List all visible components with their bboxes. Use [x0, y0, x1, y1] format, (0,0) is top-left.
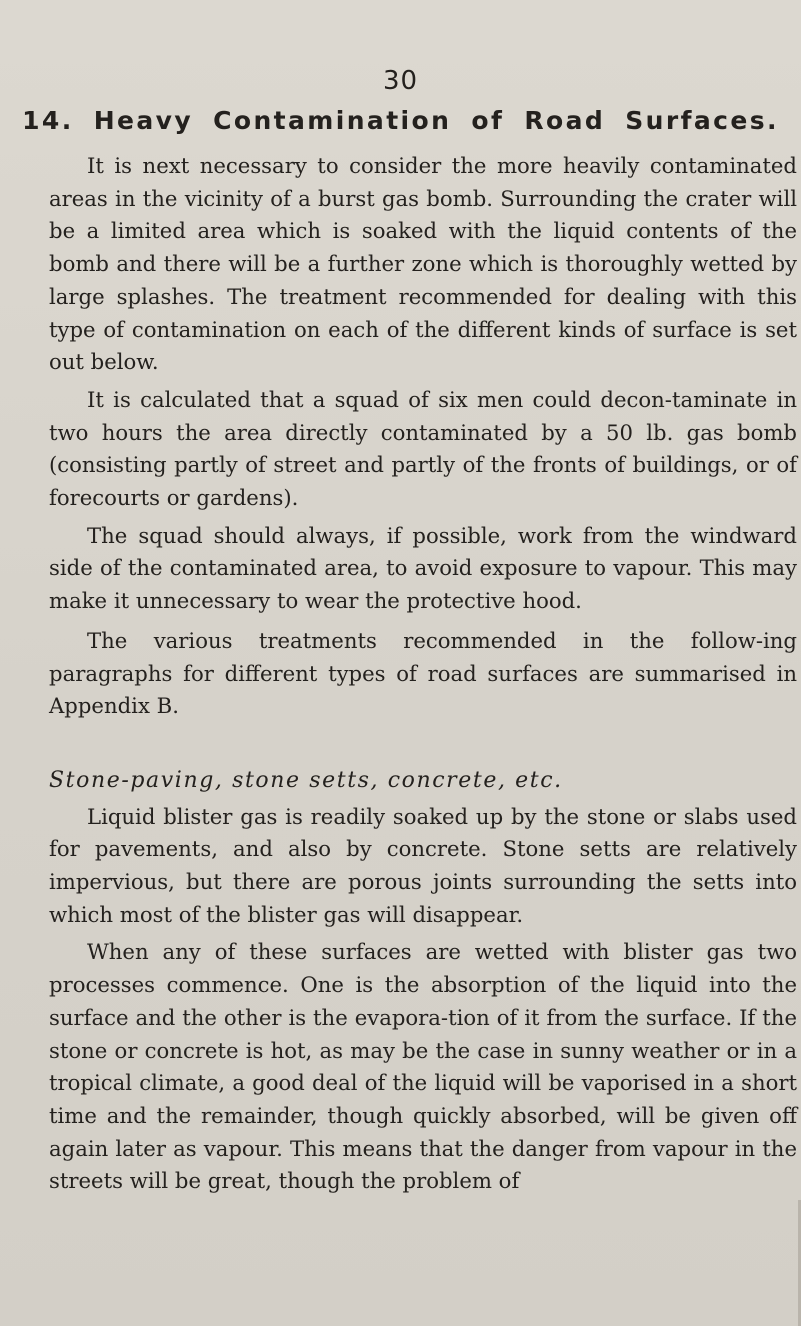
- body-text: [49, 150, 797, 1198]
- paragraph: The squad should always, if possible, work from the windward side of the contaminated area, to avoid exposure to vapour. This may make it unnecessary to wear the protective hood.: [49, 522, 797, 614]
- paragraph: The various treatments recommended in the follow-ing paragraphs for different types of road surfaces are summarised in Appendix B.: [49, 627, 797, 719]
- section-heading: 14. Heavy Contamination of Road Surfaces.: [22, 106, 779, 135]
- paragraph: It is next necessary to consider the more heavily contaminated areas in the vicinity of a burst gas bomb. Surrounding the crater will be a limited area which is soaked with the liquid contents of the bomb and there will be a further zone which is thoroughly wetted by large splashes. The treatment recommended for dealing with this type of contamination on each of the different kinds of surface is set out below.: [49, 153, 797, 375]
- paragraph: It is calculated that a squad of six men could decon-taminate in two hours the area directly contaminated by a 50 lb. gas bomb (consisting partly of street and partly of the fronts of buildings, or of forecourts or gardens).: [49, 386, 797, 511]
- paragraph: Liquid blister gas is readily soaked up by the stone or slabs used for pavements, and also by concrete. Stone setts are relatively impervious, but there are porous joints surrounding the setts into which most of the blister gas will disappear.: [49, 803, 797, 927]
- page-number: 30: [382, 66, 419, 96]
- subsection-heading: Stone-paving, stone setts, concrete, etc.: [49, 767, 563, 793]
- paragraph: When any of these surfaces are wetted with blister gas two processes commence. One is the absorption of the liquid into the surface and the other is the evapora-tion of it from the surface. If the stone or concrete is hot, as may be the case in sunny weather or in a tropical climate, a good deal of the liquid will be vaporised in a short time and the remainder, though quickly absorbed, will be given off again later as vapour. This means that the danger from vapour in the streets will be great, though the problem of: [49, 939, 797, 1194]
